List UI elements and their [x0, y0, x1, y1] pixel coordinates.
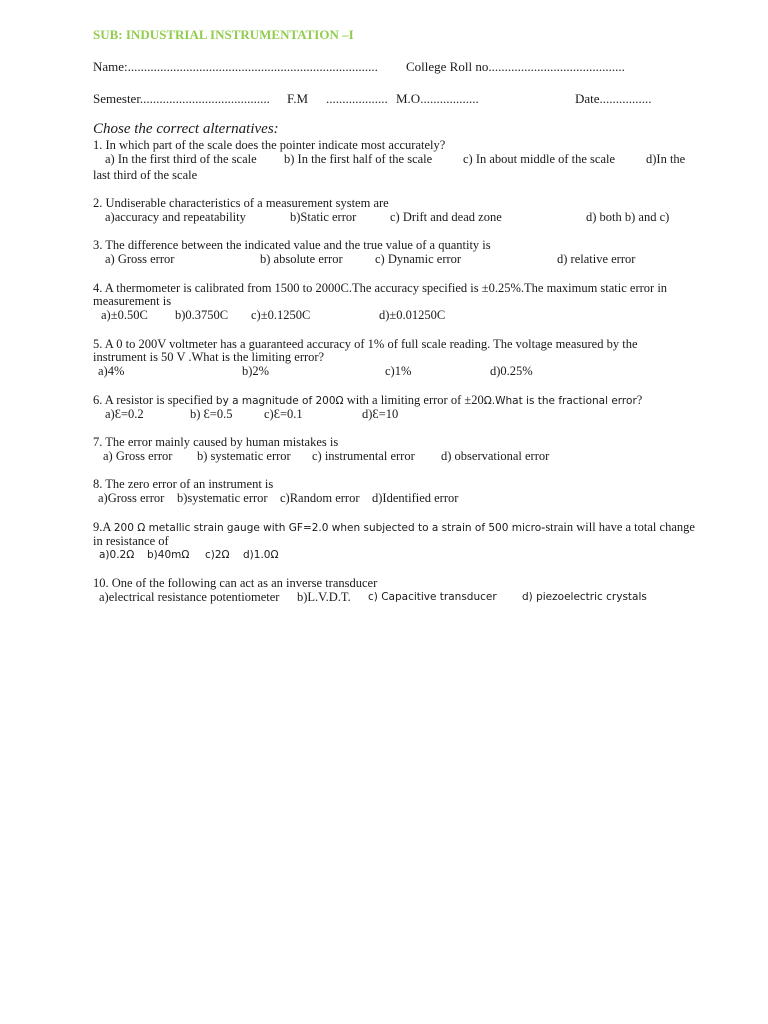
question-6-option-c[interactable]: c)Ɛ=0.1: [264, 407, 303, 421]
question-2-option-b[interactable]: b)Static error: [290, 210, 357, 224]
question-9-option-d[interactable]: d)1.0Ω: [243, 549, 279, 561]
fm-field[interactable]: ...................: [326, 91, 388, 106]
question-5-option-a[interactable]: a)4%: [98, 364, 125, 378]
question-3-option-b[interactable]: b) absolute error: [260, 252, 343, 266]
question-1-option-a[interactable]: a) In the first third of the scale: [105, 152, 257, 166]
question-8-text: 8. The zero error of an instrument is: [93, 477, 274, 491]
question-9-option-a[interactable]: a)0.2Ω: [99, 549, 135, 561]
semester-field[interactable]: Semester........................................: [93, 91, 270, 106]
question-7-text: 7. The error mainly caused by human mistakes is: [93, 435, 339, 449]
question-1-text: 1. In which part of the scale does the pointer indicate most accurately?: [93, 138, 446, 152]
question-3-text: 3. The difference between the indicated value and the true value of a quantity is: [93, 238, 491, 252]
question-1-option-c[interactable]: c) In about middle of the scale: [463, 152, 616, 166]
subject-title: SUB: INDUSTRIAL INSTRUMENTATION –I: [93, 27, 354, 42]
date-field[interactable]: Date................: [575, 91, 652, 106]
question-9-text: [93, 520, 695, 536]
question-4-option-d[interactable]: d)±0.01250C: [379, 308, 446, 322]
fm-label: F.M: [287, 91, 308, 106]
question-2-option-d[interactable]: d) both b) and c): [586, 210, 670, 224]
question-6-option-d[interactable]: d)Ɛ=10: [362, 407, 399, 421]
question-10-option-b[interactable]: b)L.V.D.T.: [297, 590, 351, 604]
question-6-text-d: Ω.What is the fractional error: [483, 395, 637, 407]
question-3-option-a[interactable]: a) Gross error: [105, 252, 175, 266]
question-6-option-a[interactable]: a)Ɛ=0.2: [105, 407, 144, 421]
question-9-text-cont: in resistance of: [93, 534, 169, 548]
question-1-option-d[interactable]: d)In the: [646, 152, 686, 166]
question-1-option-d-cont: last third of the scale: [93, 168, 198, 182]
question-4-option-b[interactable]: b)0.3750C: [175, 308, 229, 322]
question-9-option-c[interactable]: c)2Ω: [205, 549, 230, 561]
question-5-text: 5. A 0 to 200V voltmeter has a guaranteed accuracy of 1% of full scale reading. The voltage measured by the: [93, 337, 638, 351]
question-2-option-c[interactable]: c) Drift and dead zone: [390, 210, 502, 224]
question-10-option-c[interactable]: c) Capacitive transducer: [368, 591, 497, 603]
question-1-option-b[interactable]: b) In the first half of the scale: [284, 152, 433, 166]
question-2-option-a[interactable]: a)accuracy and repeatability: [105, 210, 246, 224]
college-roll-field[interactable]: College Roll no..........................................: [406, 59, 625, 74]
question-4-text: 4. A thermometer is calibrated from 1500 to 2000C.The accuracy specified is ±0.25%.The maximum static error in: [93, 281, 668, 295]
question-6-text-c: with a limiting error of ±20: [343, 393, 484, 407]
question-6-text-e: ?: [636, 393, 643, 407]
question-10-option-d[interactable]: d) piezoelectric crystals: [522, 591, 647, 603]
section-instruction: Chose the correct alternatives:: [93, 121, 279, 137]
question-10-option-a[interactable]: a)electrical resistance potentiometer: [99, 590, 280, 604]
question-8-option-b[interactable]: b)systematic error: [177, 491, 268, 505]
question-6-text-a: 6. A resistor is specified: [93, 393, 216, 407]
question-3-option-c[interactable]: c) Dynamic error: [375, 252, 462, 266]
question-2-text: 2. Undiserable characteristics of a measurement system are: [93, 196, 389, 210]
question-3-option-d[interactable]: d) relative error: [557, 252, 636, 266]
question-9-text-b: 200 Ω metallic strain gauge with GF=2.0 when subjected to a strain of 500 micro: [113, 522, 542, 534]
question-9-text-c: -strain will have a total change: [541, 520, 695, 534]
question-6-text-b: by a magnitude of 200Ω: [215, 395, 344, 407]
question-5-option-b[interactable]: b)2%: [242, 364, 270, 378]
question-10-text: 10. One of the following can act as an inverse transducer: [93, 576, 378, 590]
question-8-option-d[interactable]: d)Identified error: [372, 491, 459, 505]
question-5-option-d[interactable]: d)0.25%: [490, 364, 533, 378]
name-field[interactable]: Name:.............................................................................: [93, 59, 378, 74]
question-4-option-c[interactable]: c)±0.1250C: [251, 308, 311, 322]
question-9-option-b[interactable]: b)40mΩ: [147, 549, 190, 561]
question-5-option-c[interactable]: c)1%: [385, 364, 412, 378]
question-7-option-b[interactable]: b) systematic error: [197, 449, 291, 463]
question-5-text-cont: instrument is 50 V .What is the limiting error?: [93, 350, 325, 364]
question-9-text-a: 9.A: [93, 520, 114, 534]
question-6-option-b[interactable]: b) Ɛ=0.5: [190, 407, 233, 421]
question-8-option-c[interactable]: c)Random error: [280, 491, 360, 505]
question-8-option-a[interactable]: a)Gross error: [98, 491, 165, 505]
question-7-option-c[interactable]: c) instrumental error: [312, 449, 415, 463]
question-4-text-cont: measurement is: [93, 294, 172, 308]
question-4-option-a[interactable]: a)±0.50C: [101, 308, 148, 322]
question-7-option-a[interactable]: a) Gross error: [103, 449, 173, 463]
question-7-option-d[interactable]: d) observational error: [441, 449, 550, 463]
mo-field[interactable]: M.O..................: [396, 91, 479, 106]
